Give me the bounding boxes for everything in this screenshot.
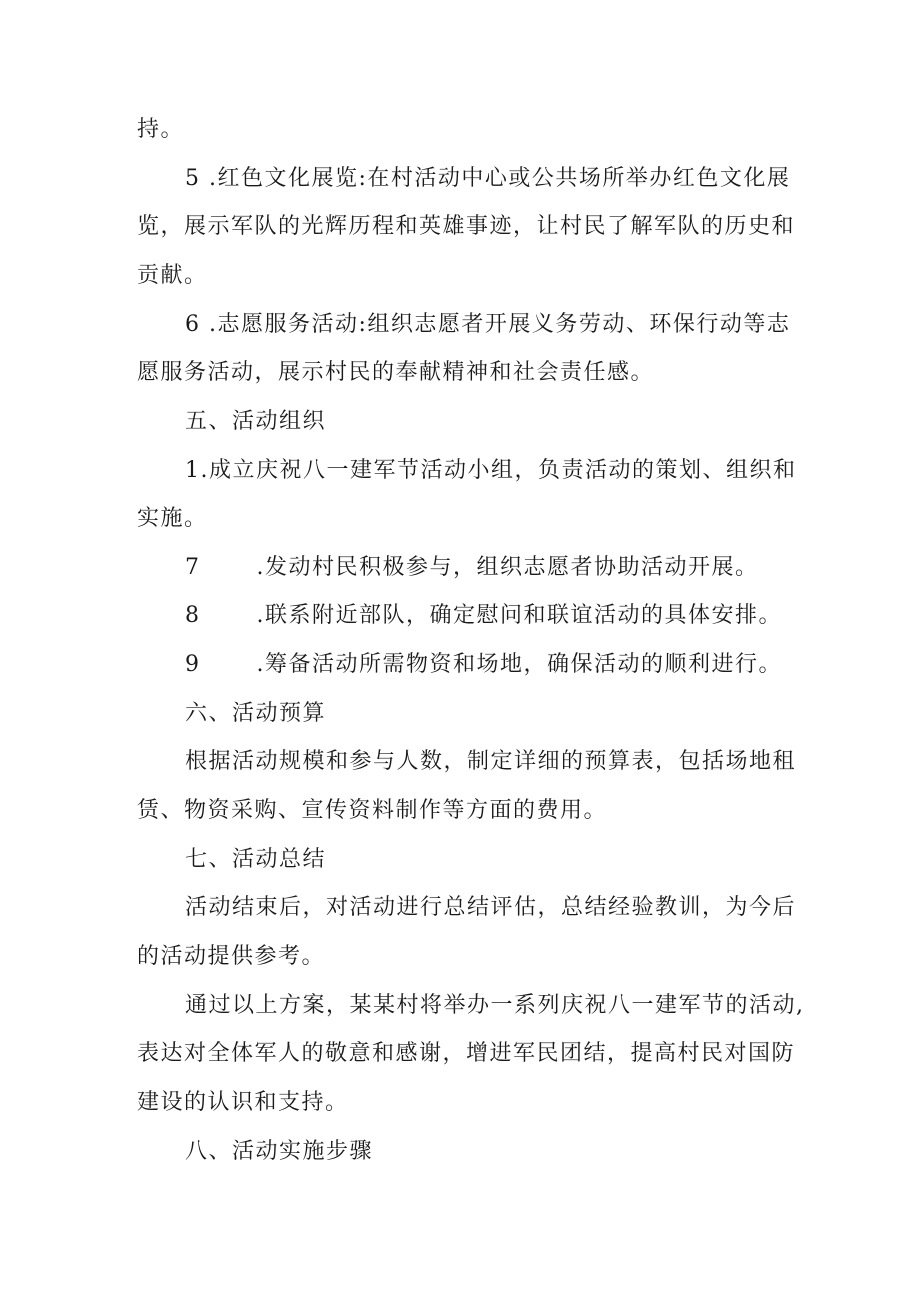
paragraph-line: 贡献。 [137, 263, 208, 288]
paragraph-line: 活动结束后，对活动进行总结评估，总结经验教训，为今后 [185, 895, 797, 920]
list-text: .筹备活动所需物资和场地，确保活动的顺利进行。 [256, 652, 782, 677]
paragraph-line: 愿服务活动，展示村民的奉献精神和社会责任感。 [137, 360, 655, 385]
section-heading-5: 五、活动组织 [185, 409, 327, 434]
list-item-9 [0, 650, 920, 680]
list-item-6-line: 6 .志愿服务活动:组织志愿者开展义务劳动、环保行动等志 [185, 312, 791, 337]
paragraph-line: 表达对全体军人的敬意和感谢，增进军民团结，提高村民对国防 [137, 1041, 796, 1066]
paragraph-line: 通过以上方案，某某村将举办一系列庆祝八一建军节的活动, [185, 993, 805, 1018]
list-text: .联系附近部队，确定慰问和联谊活动的具体安排。 [256, 603, 782, 628]
section-heading-8: 八、活动实施步骤 [185, 1139, 374, 1164]
section-heading-6: 六、活动预算 [185, 701, 327, 726]
section-heading-7: 七、活动总结 [185, 847, 327, 872]
list-item-7 [0, 553, 920, 583]
paragraph-line: 的活动提供参考。 [137, 944, 326, 969]
list-item-8 [0, 601, 920, 631]
paragraph-line: 持。 [137, 117, 185, 142]
paragraph-line: 建设的认识和支持。 [137, 1090, 349, 1115]
list-item-5-line: 5 .红色文化展览:在村活动中心或公共场所举办红色文化展 [185, 166, 791, 191]
list-text: .发动村民积极参与，组织志愿者协助活动开展。 [256, 555, 759, 580]
paragraph-line: 赁、物资采购、宣传资料制作等方面的费用。 [137, 798, 608, 823]
list-item-1-line: 1.成立庆祝八一建军节活动小组，负责活动的策划、组织和 [185, 458, 797, 483]
paragraph-line: 根据活动规模和参与人数，制定详细的预算表，包括场地租 [185, 749, 797, 774]
paragraph-line: 览，展示军队的光辉历程和英雄事迹，让村民了解军队的历史和 [137, 214, 796, 239]
list-number: 9 [185, 652, 201, 677]
list-number: 8 [185, 603, 201, 628]
paragraph-line: 实施。 [137, 506, 208, 531]
list-number: 7 [185, 555, 201, 580]
